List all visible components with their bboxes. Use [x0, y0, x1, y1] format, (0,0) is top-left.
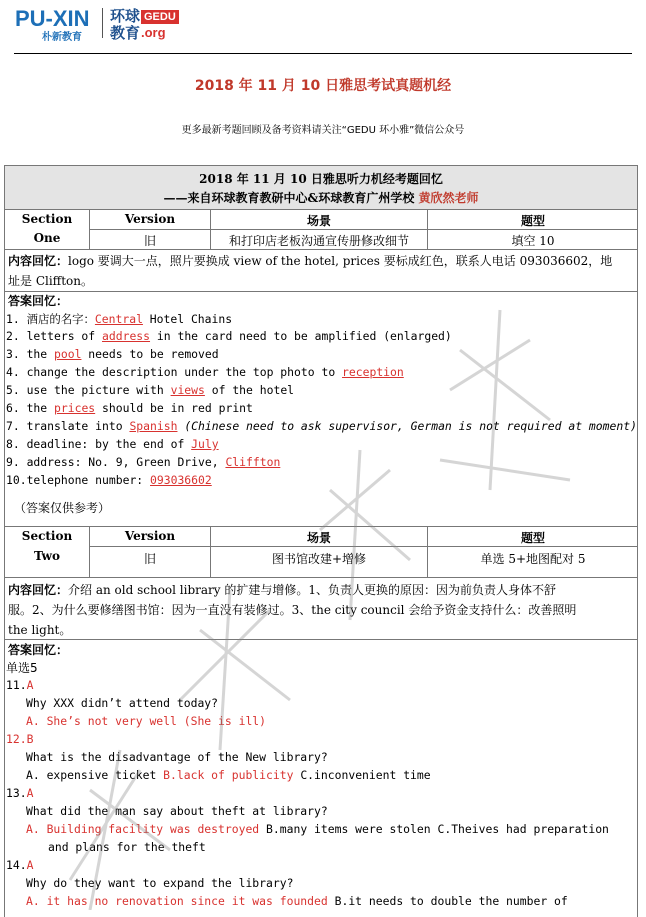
header-rule — [14, 53, 632, 54]
table-header-line2 — [5, 189, 637, 206]
version-header: Version — [124, 212, 176, 226]
section-one-version: 旧 — [143, 234, 156, 248]
section-one-content — [8, 251, 633, 291]
section-two-name: Two — [34, 549, 60, 563]
answer-prompt: 4. change the description under the top photo to — [6, 365, 343, 379]
answer-prompt: 2. letters of — [6, 329, 103, 343]
header-source: ——来自环球教育教研中心&环球教育广州学校 — [163, 191, 419, 205]
answer-line — [6, 455, 280, 469]
q13-options: A. Building facility was destroyed B.many items were stolen C.Theives had preparation — [26, 822, 609, 836]
answer-suffix: Hotel Chains — [142, 312, 233, 326]
document-title: 2018 年 11 月 10 日雅思考试真题机经 — [194, 78, 452, 94]
answer-suffix: of the hotel — [204, 383, 295, 397]
answer-line — [6, 329, 452, 343]
reference-note: （答案仅供参考） — [14, 501, 111, 515]
answer-suffix: needs to be removed — [81, 347, 219, 361]
q14-question: Why do they want to expand the library? — [26, 876, 294, 890]
gedu-logo-line2: 教育 — [110, 24, 141, 42]
answer-value: July — [191, 437, 219, 451]
q13-question: What did the man say about theft at library? — [26, 804, 328, 818]
answer-note: (Chinese need to ask supervisor, German is not required at moment) — [184, 419, 637, 433]
q12-question: What is the disadvantage of the New library? — [26, 750, 328, 764]
q11-question: Why XXX didn’t attend today? — [26, 696, 219, 710]
qtype-header: 题型 — [520, 531, 545, 545]
answer-prompt: 6. the — [6, 401, 55, 415]
table-header-line1: 2018 年 11 月 10 日雅思听力机经考题回忆 — [199, 172, 443, 186]
answer-prompt: 8. deadline: by the end of — [6, 437, 192, 451]
q13-options-cont: and plans for the theft — [48, 840, 206, 854]
grid-line — [90, 229, 638, 230]
content-label: 内容回忆： — [8, 254, 69, 268]
section-two-qtype: 单选 5+地图配对 5 — [480, 552, 586, 566]
q12-number: 12.B — [6, 732, 34, 746]
header-teacher: 黄欣然老师 — [418, 191, 479, 205]
gedu-logo-line1: 环球 — [110, 7, 141, 25]
q11-answer: A. She’s not very well (She is ill) — [26, 714, 267, 728]
qtype-header: 题型 — [520, 214, 545, 228]
grid-line — [4, 209, 638, 210]
section-two-scene: 图书馆改建+增修 — [271, 552, 367, 566]
content-text-line1: 介绍 an old school library 的扩建与增修。1、负责人更换的原因：因为前负责人身体不舒 — [68, 583, 557, 597]
q11-number: 11.A — [6, 678, 34, 692]
answer-prompt: 5. use the picture with — [6, 383, 171, 397]
answer-line — [6, 419, 637, 433]
q14-number: 14.A — [6, 858, 34, 872]
q14-options: A. it has no renovation since it was founded B.it needs to double the number of — [26, 894, 568, 908]
answer-prompt: 7. translate into — [6, 419, 130, 433]
gedu-logo-org: .org — [141, 25, 166, 40]
answer-line — [6, 383, 294, 397]
answer-line — [6, 401, 253, 415]
q13-number: 13.A — [6, 786, 34, 800]
section-one-answers-label: 答案回忆： — [8, 294, 69, 308]
section-one-qtype: 填空 10 — [511, 234, 555, 248]
scene-header: 场景 — [306, 214, 331, 228]
answer-prompt: 3. the — [6, 347, 55, 361]
version-header: Version — [124, 529, 176, 543]
q12-options: A. expensive ticket B.lack of publicity C.inconvenient time — [26, 768, 431, 782]
answer-value: views — [170, 383, 205, 397]
answer-value: 093036602 — [150, 473, 212, 487]
answer-value: Spanish — [129, 419, 178, 433]
answer-suffix: should be in red print — [95, 401, 253, 415]
answer-value: pool — [54, 347, 82, 361]
answer-value: Central — [94, 312, 143, 326]
document-subtitle: 更多最新考题回顾及备考资料请关注“GEDU 环小雅”微信公众号 — [181, 125, 465, 136]
section-two-answers-label: 答案回忆： — [8, 643, 69, 657]
content-text-line2: 址是 Cliffton。 — [8, 274, 93, 288]
answer-value: Cliffton — [225, 455, 281, 469]
answer-line — [6, 437, 219, 451]
answer-prompt: 9. address: No. 9, Green Drive, — [6, 455, 226, 469]
answer-value: prices — [54, 401, 96, 415]
logo-divider — [102, 8, 103, 38]
answer-suffix: in the card need to be amplified (enlarged) — [150, 329, 452, 343]
answer-line — [6, 365, 404, 379]
mc-label: 单选5 — [6, 661, 38, 675]
section-one-name: One — [33, 231, 61, 245]
answer-prompt: 10.telephone number: — [6, 473, 151, 487]
grid-line — [4, 249, 638, 250]
grid-line — [90, 546, 638, 547]
answer-line — [6, 347, 219, 361]
puxin-logo-subtitle: 朴新教育 — [42, 32, 82, 43]
content-text-line2: 服。2、为什么要修缮图书馆：因为一直没有装修过。3、the city council 会给予资金支持什么：改善照明 — [8, 603, 577, 617]
content-label: 内容回忆： — [8, 583, 69, 597]
answer-value: address — [102, 329, 151, 343]
section-two-content — [8, 580, 633, 640]
section-two-version: 旧 — [143, 552, 156, 566]
scene-header: 场景 — [306, 531, 331, 545]
puxin-logo: PU-XIN — [15, 6, 90, 31]
answer-prompt: 1. 酒店的名字： — [6, 312, 95, 326]
section-one-scene: 和打印店老板沟通宣传册修改细节 — [228, 234, 409, 248]
section-label: Section — [21, 212, 73, 226]
content-text-line1: logo 要调大一点，照片要换成 view of the hotel, prices 要标成红色，联系人电话 093036602，地 — [68, 254, 613, 268]
answer-line — [6, 311, 232, 327]
answer-value: reception — [342, 365, 404, 379]
section-label: Section — [21, 529, 73, 543]
grid-line — [4, 526, 638, 527]
gedu-logo-tag: GEDU — [141, 10, 179, 24]
answer-line — [6, 473, 212, 487]
content-text-line3: the light。 — [8, 623, 72, 637]
grid-line — [4, 577, 638, 578]
